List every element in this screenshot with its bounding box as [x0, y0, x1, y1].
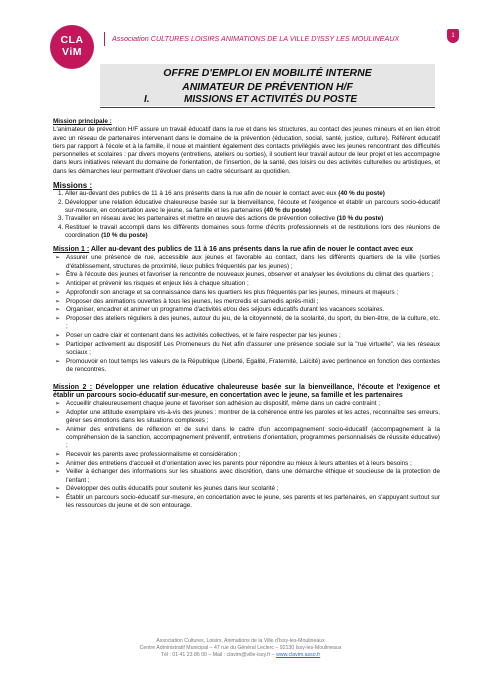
footer-contact — [0, 652, 481, 658]
footer-website-link[interactable]: www.clavim.asso.fr — [276, 652, 321, 658]
list-item: ➢ Assurer une présence de rue, accessible aux jeunes et favorable au contact, dans les différents quartiers de la ville (sorties d'établissement, structures de proximité, lieux publics fréquentés par les jeunes) ; — [53, 254, 440, 271]
section-underline — [100, 107, 435, 108]
logo-text-line1: CLA — [60, 34, 84, 46]
logo-text-line2: ViM — [62, 46, 82, 58]
list-item: ➢ Promouvoir en tout temps les valeurs de la République (Liberté, Egalité, Fraternité, Laïcité) avec pertinence en fonction des contextes de rencontres. — [53, 358, 440, 375]
document-body — [53, 118, 440, 511]
missions-list-item — [65, 215, 440, 223]
document-title: OFFRE D'EMPLOI EN MOBILITÉ INTERNE — [163, 67, 372, 79]
mission1-title: Aller au-devant des publics de 11 à 16 ans présents dans la rue afin de nouer le contact avec eux — [89, 246, 413, 254]
footer-contact-text: Tél : 01 41 23 86 00 – Mail : clavim@ville-issy.fr – — [160, 652, 277, 658]
list-item: ➢ Proposer des animations ouvertes à tous les jeunes, les mercredis et samedis après-midi ; — [53, 298, 440, 306]
missions-list — [53, 190, 440, 240]
missions-list-item — [65, 199, 440, 216]
list-item: ➢ Établir un parcours socio-éducatif sur-mesure, en concertation avec le jeune, ses parents et les partenaires, en s'appuyant surtout sur les ressources du jeune et de son entourage. — [53, 494, 440, 511]
mission1-label: Mission 1 : — [53, 246, 90, 254]
section-title: MISSIONS ET ACTIVITÉS DU POSTE — [184, 94, 357, 105]
list-item: ➢ Animer des entretiens d'accueil et d'orientation avec les parents pour répondre au mieux à leurs attentes et à leurs besoins ; — [53, 460, 440, 468]
list-item: ➢ Adopter une attitude exemplaire vis-à-vis des jeunes : montrer de la cohérence entre les paroles et les actes, reconnaître ses erreurs, gérer ses émotions dans les situations complexes ; — [53, 409, 440, 426]
list-item: ➢ Approfondir son ancrage et sa connaissance dans les quartiers les plus fréquentés par les jeunes, mineurs et majeurs ; — [53, 289, 440, 297]
mission1-list — [53, 254, 440, 374]
mission2-label: Mission 2 : — [53, 383, 93, 391]
list-item: ➢ Anticiper et prévenir les risques et enjeux liés à chaque situation ; — [53, 280, 440, 288]
mission2-heading — [53, 384, 440, 401]
list-item: ➢ Accueillir chaleureusement chaque jeune et favoriser son adhésion au dispositif, même dans un cadre contraint ; — [53, 400, 440, 408]
job-title: ANIMATEUR DE PRÉVENTION H/F — [182, 81, 353, 93]
list-item: ➢ Proposer des ateliers réguliers à des jeunes, autour du jeu, de la citoyenneté, de la scolarité, du sport, du bien-être, de la culture, etc. ; — [53, 315, 440, 332]
spacer — [53, 375, 440, 384]
missions-list-item — [65, 224, 440, 241]
mission-item-text: Restituer le travail accompli dans les différents domaines sous forme d'écrits professionnels et de restitutions lors des réunions de coordination — [65, 223, 440, 239]
mission2-title: Développer une relation éducative chaleureuse basée sur la bienveillance, l'écoute et l'exigence et établir un parcours socio-éducatif sur-mesure, en concertation avec le jeune, sa famille et les partenaires — [53, 383, 440, 399]
mission2-list — [53, 400, 440, 511]
list-item: ➢ Participer activement au dispositif Les Promeneurs du Net afin d'assurer une présence sociale sur la "rue virtuelle", via les réseaux sociaux ; — [53, 341, 440, 358]
missions-label: Missions : — [53, 181, 93, 191]
list-item: ➢ Être à l'écoute des jeunes et favoriser la rencontre de nouveaux jeunes, observer et analyser les évolutions du climat des quartiers ; — [53, 271, 440, 279]
mission-item-share: (40 % du poste) — [264, 206, 311, 214]
header-divider — [104, 32, 105, 46]
mission-principale-text: L'animateur de prévention H/F assure un travail éducatif dans la rue et dans les structures, au contact des jeunes mineurs et en lien étroit avec un réseau de partenaires intervenant dans le domaine de la prévention (éducation, social, santé, justice, culture). Référent éducatif tiers par rapport à l'école et à la famille, il noue et maintient également des contacts privilégiés avec les jeunes rencontrant des difficultés personnelles et scolaires : par divers moyens (entretiens, ateliers ou sorties), il soutient leur travail autour de leur projet et les accompagne dans leurs initiatives relevant du domaine de l'orientation, de l'insertion, de la santé, des loisirs ou des activités culturelles ou artistiques, et dans les démarches leur permettant d'évoluer dans un cadre sécurisant au quotidien. — [53, 126, 440, 175]
mission-item-share: (10 % du poste) — [336, 215, 384, 223]
clavim-logo — [50, 25, 94, 69]
footer-association: Association Cultures, Loisirs, Animations de la Ville d'Issy-les-Moulineaux — [156, 638, 325, 644]
page-number-badge: 1 — [447, 29, 459, 43]
mission-item-share: (40 % du poste) — [338, 190, 385, 198]
mission1-heading — [53, 246, 440, 254]
footer-address: Centre Administratif Municipal – 47 rue du Général Leclerc – 92130 Issy-les-Moulineaux — [139, 645, 342, 651]
mission-item-text: Développer une relation éducative chaleureuse basée sur la bienveillance, l'écoute et l'exigence et établir un parcours socio-éducatif sur-mesure, en concertation avec le jeune, sa famille et les partenaires — [65, 198, 440, 214]
mission-item-share: (10 % du poste) — [101, 231, 148, 239]
list-item: ➢ Organiser, encadrer et animer un programme d'activités et/ou des séjours éducatifs durant les vacances scolaires. — [53, 306, 440, 314]
list-item: ➢ Poser un cadre clair et contenant dans les activités collectives, et le faire respecter par les jeunes ; — [53, 332, 440, 340]
list-item: ➢ Veiller à échanger des informations sur les situations avec discrétion, dans une démarche éthique et soucieuse de la protection de l'enfant ; — [53, 468, 440, 485]
mission-principale-label: Mission principale : — [53, 118, 112, 125]
missions-list-item — [65, 190, 440, 198]
list-item: ➢ Recevoir les parents avec professionnalisme et considération ; — [53, 451, 440, 459]
list-item: ➢ Animer des entretiens de réflexion et de suivi dans le cadre d'un accompagnement socio-éducatif (accompagnement à la compréhension de la sanction, accompagnement préventif, entretiens d'orientation, programmes personnalisés de réussite éducative) ; — [53, 426, 440, 451]
association-name: Association CULTURES LOISIRS ANIMATIONS DE LA VILLE D'ISSY LES MOULINEAUX — [112, 34, 400, 43]
mission-item-text: Travailler en réseau avec les partenaires et mettre en œuvre des actions de prévention collective — [65, 215, 337, 223]
list-item: ➢ Développer des outils éducatifs pour soutenir les jeunes dans leur scolarité ; — [53, 485, 440, 493]
mission-item-text: Aller au-devant des publics de 11 à 16 ans présents dans la rue afin de nouer le contact avec eux — [65, 190, 339, 198]
section-number: I. — [144, 94, 150, 105]
